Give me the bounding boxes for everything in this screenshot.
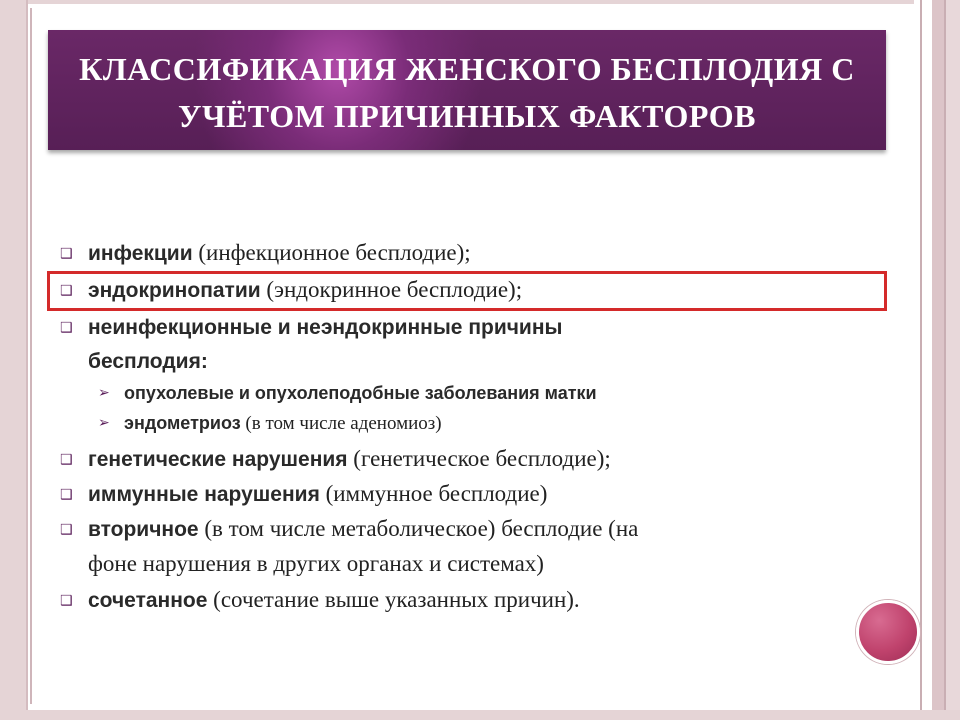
item-description: (эндокринное бесплодие); (260, 277, 523, 302)
arrow-bullet-icon: ➢ (98, 385, 110, 401)
slide-frame-top (0, 0, 960, 4)
arrow-bullet-icon: ➢ (98, 415, 110, 431)
item-term: генетические нарушения (88, 448, 348, 471)
item-term: иммунные нарушения (88, 483, 320, 506)
subitem-term: опухолевые и опухолеподобные заболевания матки (124, 383, 597, 403)
checkbox-bullet-icon: ❑ (60, 593, 73, 609)
item-term: сочетанное (88, 589, 208, 612)
checkbox-bullet-icon: ❑ (60, 522, 73, 538)
slide-frame-line (30, 8, 32, 704)
item-description: (сочетание выше указанных причин). (207, 587, 580, 612)
checkbox-bullet-icon: ❑ (60, 452, 73, 468)
checkbox-bullet-icon: ❑ (60, 246, 73, 262)
checkbox-bullet-icon: ❑ (60, 320, 73, 336)
item-term: неинфекционные и неэндокринные причины (88, 316, 563, 339)
item-description: (иммунное бесплодие) (319, 481, 548, 506)
item-term: инфекции (88, 242, 193, 265)
item-term: вторичное (88, 518, 199, 541)
subitem-description: (в том числе аденомиоз) (240, 413, 442, 434)
item-description: (в том числе метаболическое) бесплодие (на (198, 516, 639, 541)
checkbox-bullet-icon: ❑ (60, 283, 73, 299)
item-term-continued: бесплодия: (88, 350, 208, 373)
slide-frame-bottom (0, 710, 960, 720)
slide-frame-left (0, 0, 28, 720)
subitem-term: эндометриоз (124, 413, 241, 433)
slide-title (48, 46, 886, 140)
slide-frame-right-stripes (914, 0, 960, 720)
item-description: (инфекционное бесплодие); (192, 240, 471, 265)
item-description-continued: фоне нарушения в других органах и системах) (88, 551, 544, 576)
title-line-1: КЛАССИФИКАЦИЯ ЖЕНСКОГО БЕСПЛОДИЯ С (79, 51, 855, 87)
decorative-circle (856, 600, 920, 664)
checkbox-bullet-icon: ❑ (60, 487, 73, 503)
title-line-2: УЧЁТОМ ПРИЧИННЫХ ФАКТОРОВ (177, 98, 757, 134)
item-description: (генетическое бесплодие); (347, 446, 611, 471)
title-banner (48, 30, 886, 150)
item-term: эндокринопатии (88, 279, 261, 302)
